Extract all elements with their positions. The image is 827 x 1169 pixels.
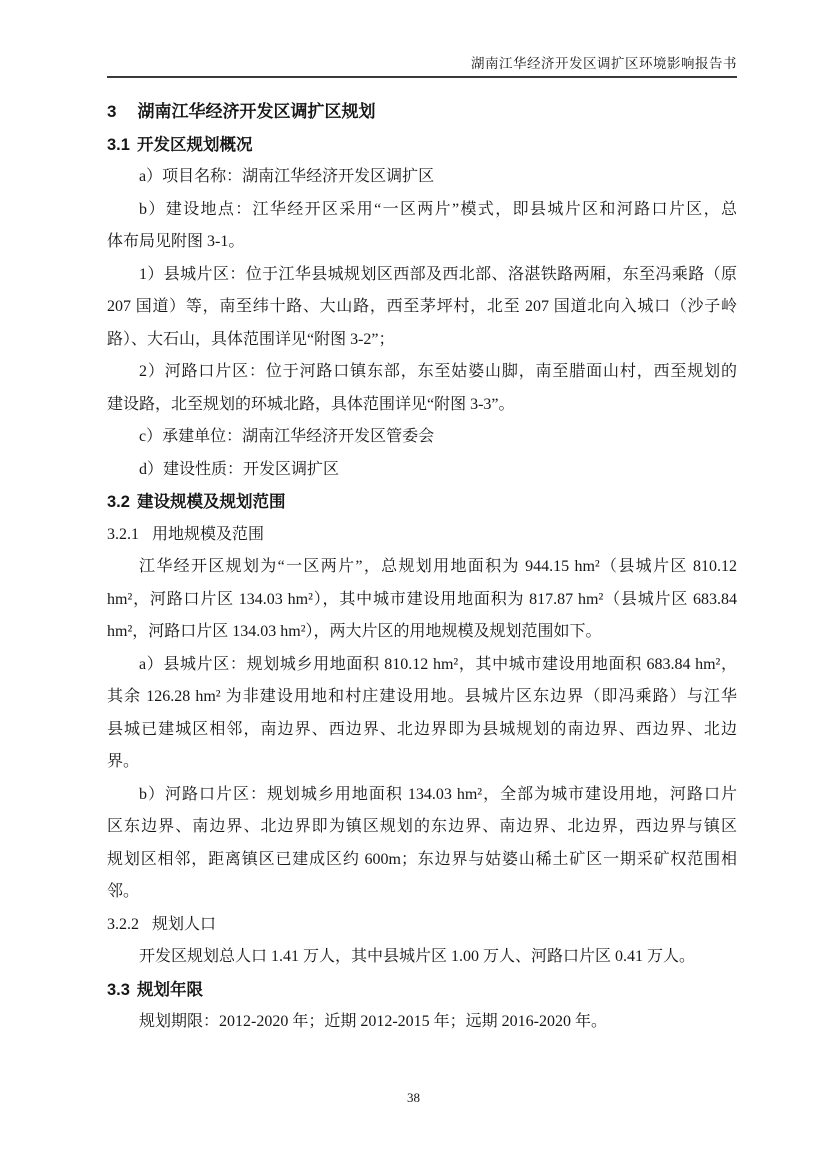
paragraph-project-name: a）项目名称：湖南江华经济开发区调扩区: [139, 168, 435, 185]
paragraph-location-line-1: b）建设地点：江华经开区采用“一区两片”模式，即县城片区和河路口片区，总: [139, 200, 737, 218]
paragraph-land-scale-line-2: hm²，河路口片区 134.03 hm²），其中城市建设用地面积为 817.87 hm²（县城片区 683.84: [107, 590, 737, 608]
heading-chapter-number: 3: [107, 102, 117, 121]
heading-3-2-1-number: 3.2.1: [107, 525, 139, 543]
paragraph-population: 开发区规划总人口 1.41 万人，其中县城片区 1.00 万人、河路口片区 0.41 万人。: [139, 948, 696, 965]
paragraph-county-district-line-3: 路）、大石山，具体范围详见“附图 3-2”；: [107, 330, 395, 348]
header-title: 湖南江华经济开发区调扩区环境影响报告书: [471, 56, 737, 71]
paragraph-location-line-2: 体布局见附图 3-1。: [107, 233, 245, 250]
heading-3-3-number: 3.3: [107, 980, 130, 999]
paragraph-heluokou-district-line-2: 建设路，北至规划的环城北路，具体范围详见“附图 3-3”。: [107, 395, 515, 413]
paragraph-county-area-line-4: 界。: [107, 753, 140, 770]
page-number: 38: [407, 1090, 420, 1105]
page-content: [107, 96, 737, 1039]
heading-3-1: [107, 129, 737, 162]
heading-3-2-2-number: 3.2.2: [107, 915, 139, 933]
paragraph-heluokou-area-line-4: 邻。: [107, 883, 140, 900]
heading-3-3: [107, 974, 737, 1007]
heading-chapter-title: 湖南江华经济开发区调扩区规划: [137, 102, 376, 121]
heading-3-2-2: [107, 909, 737, 942]
paragraph-heluokou-area-line-1: b）河路口片区：规划城乡用地面积 134.03 hm²，全部为城市建设用地，河路口片: [139, 785, 737, 803]
paragraph-county-district-line-1: 1）县城片区：位于江华县城规划区西部及西北部、洛湛铁路两厢，东至冯乘路（原: [139, 265, 737, 283]
paragraph-county-area-line-1: a）县城片区：规划城乡用地面积 810.12 hm²，其中城市建设用地面积 683.84 hm²，: [139, 655, 737, 673]
heading-3-1-title: 开发区规划概况: [136, 135, 253, 154]
heading-3-2-1: [107, 519, 737, 552]
paragraph-heluokou-district-line-1: 2）河路口片区：位于河路口镇东部，东至姑婆山脚，南至腊面山村，西至规划的: [139, 363, 737, 380]
paragraph-construction-nature: d）建设性质：开发区调扩区: [139, 460, 340, 478]
paragraph-heluokou-area-line-2: 区东边界、南边界、北边界即为镇区规划的东边界、南边界、北边界，西边界与镇区: [107, 818, 737, 835]
paragraph-contractor: c）承建单位：湖南江华经济开发区管委会: [139, 428, 435, 445]
page-header: [107, 56, 737, 78]
heading-3-2-title: 建设规模及规划范围: [136, 493, 286, 511]
paragraph-heluokou-area-line-3: 规划区相邻，距离镇区已建成区约 600m；东边界与姑婆山稀土矿区一期采矿权范围相: [107, 850, 737, 868]
heading-3-2-1-title: 用地规模及范围: [152, 525, 265, 543]
paragraph-planning-period: 规划期限：2012-2020 年；近期 2012-2015 年；远期 2016-2020 年。: [139, 1013, 607, 1030]
heading-chapter: [107, 96, 737, 129]
paragraph-county-area-line-2: 其余 126.28 hm² 为非建设用地和村庄建设用地。县城片区东边界（即冯乘路）与江华: [107, 688, 737, 705]
heading-3-2: [107, 486, 737, 519]
paragraph-land-scale-line-1: 江华经开区规划为“一区两片”，总规划用地面积为 944.15 hm²（县城片区 810.12: [139, 558, 737, 575]
heading-3-2-number: 3.2: [107, 493, 130, 511]
heading-3-2-2-title: 规划人口: [152, 915, 217, 933]
heading-3-1-number: 3.1: [107, 135, 130, 154]
heading-3-3-title: 规划年限: [136, 980, 203, 999]
paragraph-land-scale-line-3: hm²，河路口片区 134.03 hm²），两大片区的用地规模及规划范围如下。: [107, 623, 602, 640]
paragraph-county-area-line-3: 县城已建城区相邻，南边界、西边界、北边界即为县城规划的南边界、西边界、北边: [107, 720, 737, 738]
paragraph-county-district-line-2: 207 国道）等，南至纬十路、大山路，西至茅坪村，北至 207 国道北向入城口（沙子岭: [107, 298, 737, 315]
